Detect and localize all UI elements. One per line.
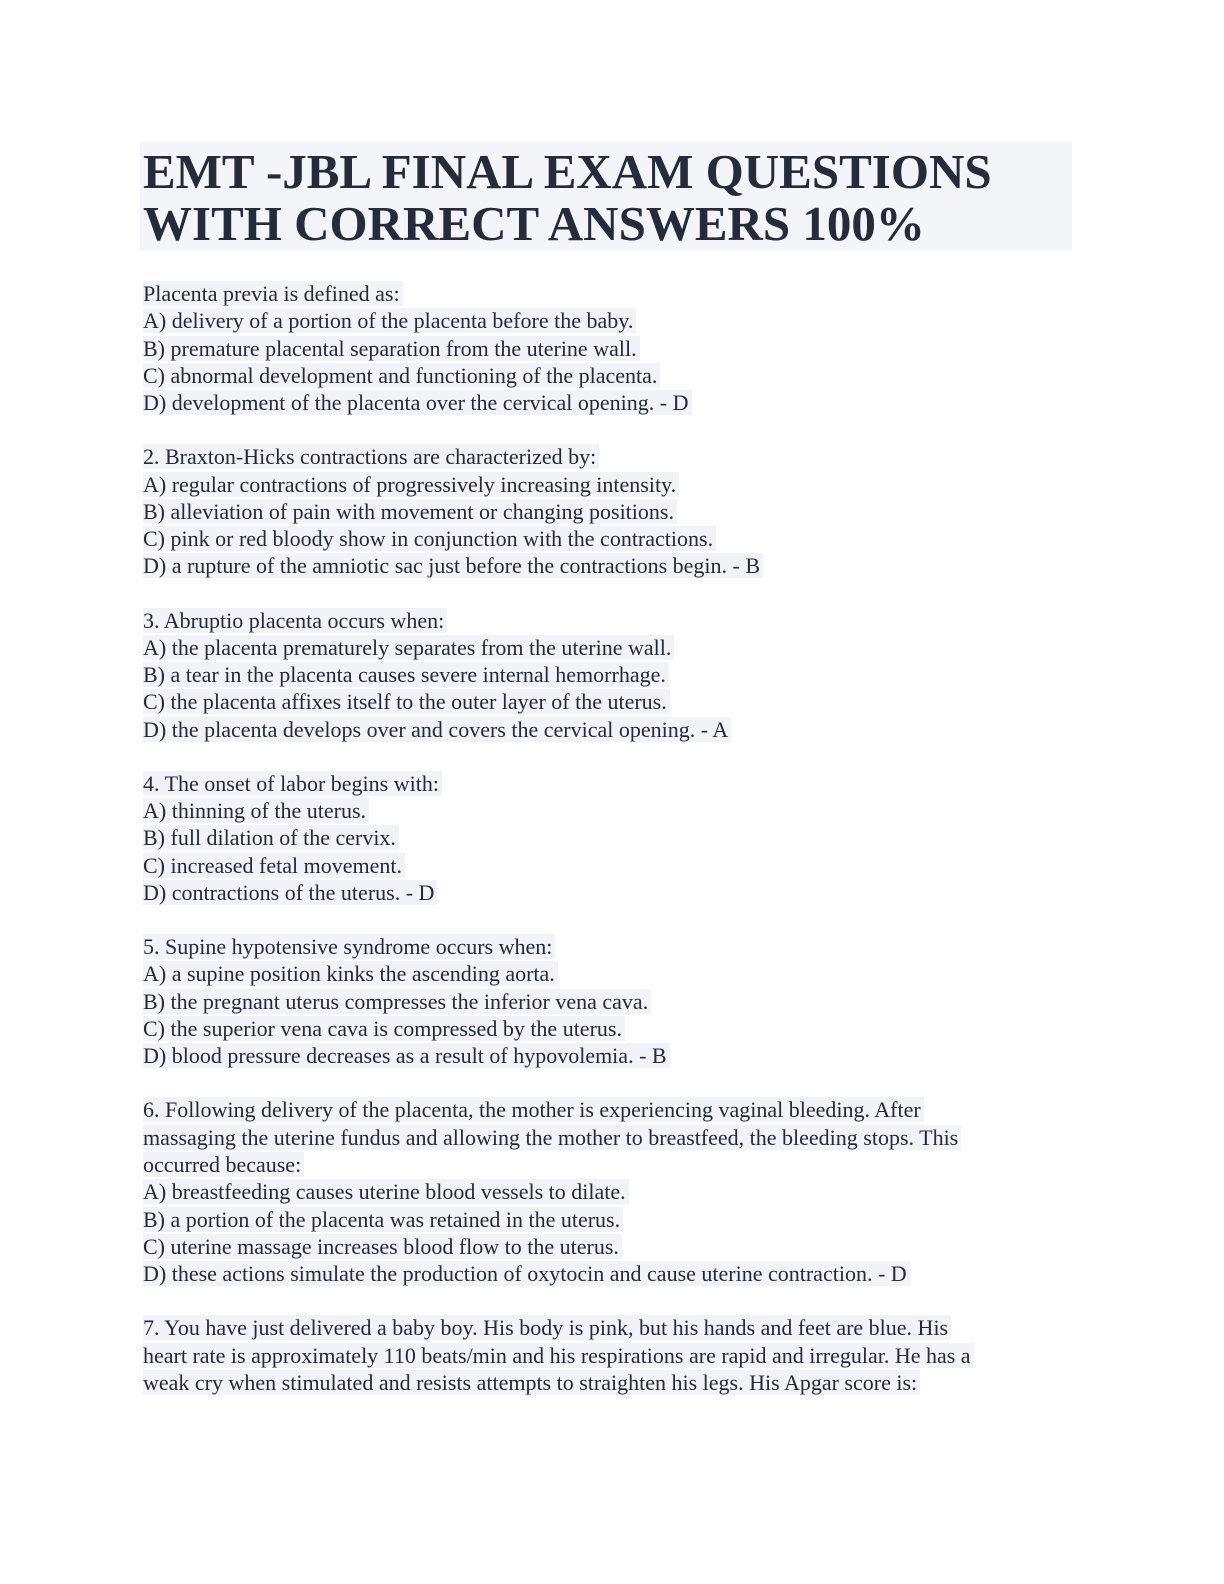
question-5 — [143, 933, 1063, 1069]
option-d-with-answer: D) contractions of the uterus. - D — [143, 880, 437, 905]
question-text: 2. Braxton-Hicks contractions are characterized by: — [143, 444, 599, 469]
questions-list — [143, 280, 1063, 1423]
question-6 — [143, 1096, 1063, 1287]
option-c: C) abnormal development and functioning of the placenta. — [143, 363, 660, 388]
option-a: A) a supine position kinks the ascending aorta. — [143, 961, 558, 986]
question-text: 5. Supine hypotensive syndrome occurs when: — [143, 934, 555, 959]
question-text-line-3: weak cry when stimulated and resists attempts to straighten his legs. His Apgar score is: — [143, 1370, 920, 1395]
option-d-with-answer: D) the placenta develops over and covers the cervical opening. - A — [143, 717, 731, 742]
question-text-line-2: heart rate is approximately 110 beats/min and his respirations are rapid and irregular. He has a — [143, 1343, 974, 1368]
question-text-line-1: 6. Following delivery of the placenta, the mother is experiencing vaginal bleeding. After — [143, 1097, 924, 1122]
option-c: C) uterine massage increases blood flow to the uterus. — [143, 1234, 622, 1259]
option-d-with-answer: D) blood pressure decreases as a result of hypovolemia. - B — [143, 1043, 670, 1068]
option-c: C) the superior vena cava is compressed by the uterus. — [143, 1016, 625, 1041]
option-b: B) a portion of the placenta was retained in the uterus. — [143, 1207, 623, 1232]
question-1 — [143, 280, 1063, 416]
question-4 — [143, 770, 1063, 906]
option-c: C) increased fetal movement. — [143, 853, 405, 878]
option-c: C) the placenta affixes itself to the outer layer of the uterus. — [143, 689, 670, 714]
question-text-line-1: 7. You have just delivered a baby boy. His body is pink, but his hands and feet are blue. His — [143, 1315, 951, 1340]
document-title — [140, 142, 1072, 251]
question-3 — [143, 607, 1063, 743]
question-text: Placenta previa is defined as: — [143, 281, 403, 306]
question-text-line-3: occurred because: — [143, 1152, 304, 1177]
question-2 — [143, 443, 1063, 579]
option-b: B) a tear in the placenta causes severe internal hemorrhage. — [143, 662, 669, 687]
question-text-line-2: massaging the uterine fundus and allowing the mother to breastfeed, the bleeding stops. This — [143, 1125, 961, 1150]
option-b: B) alleviation of pain with movement or changing positions. — [143, 499, 677, 524]
option-b: B) the pregnant uterus compresses the inferior vena cava. — [143, 989, 651, 1014]
option-a: A) breastfeeding causes uterine blood vessels to dilate. — [143, 1179, 629, 1204]
option-d-with-answer: D) these actions simulate the production of oxytocin and cause uterine contraction. - D — [143, 1261, 910, 1286]
option-b: B) full dilation of the cervix. — [143, 825, 399, 850]
option-a: A) the placenta prematurely separates from the uterine wall. — [143, 635, 674, 660]
question-text: 4. The onset of labor begins with: — [143, 771, 442, 796]
option-c: C) pink or red bloody show in conjunction with the contractions. — [143, 526, 716, 551]
option-a: A) thinning of the uterus. — [143, 798, 369, 823]
option-d-with-answer: D) development of the placenta over the cervical opening. - D — [143, 390, 692, 415]
option-b: B) premature placental separation from the uterine wall. — [143, 336, 640, 361]
title-line-1: EMT -JBL FINAL EXAM QUESTIONS — [143, 144, 992, 199]
option-d-with-answer: D) a rupture of the amniotic sac just before the contractions begin. - B — [143, 553, 763, 578]
question-7 — [143, 1314, 1063, 1396]
option-a: A) delivery of a portion of the placenta before the baby. — [143, 308, 636, 333]
option-a: A) regular contractions of progressively increasing intensity. — [143, 472, 679, 497]
question-text: 3. Abruptio placenta occurs when: — [143, 608, 447, 633]
title-line-2: WITH CORRECT ANSWERS 100% — [143, 196, 925, 251]
